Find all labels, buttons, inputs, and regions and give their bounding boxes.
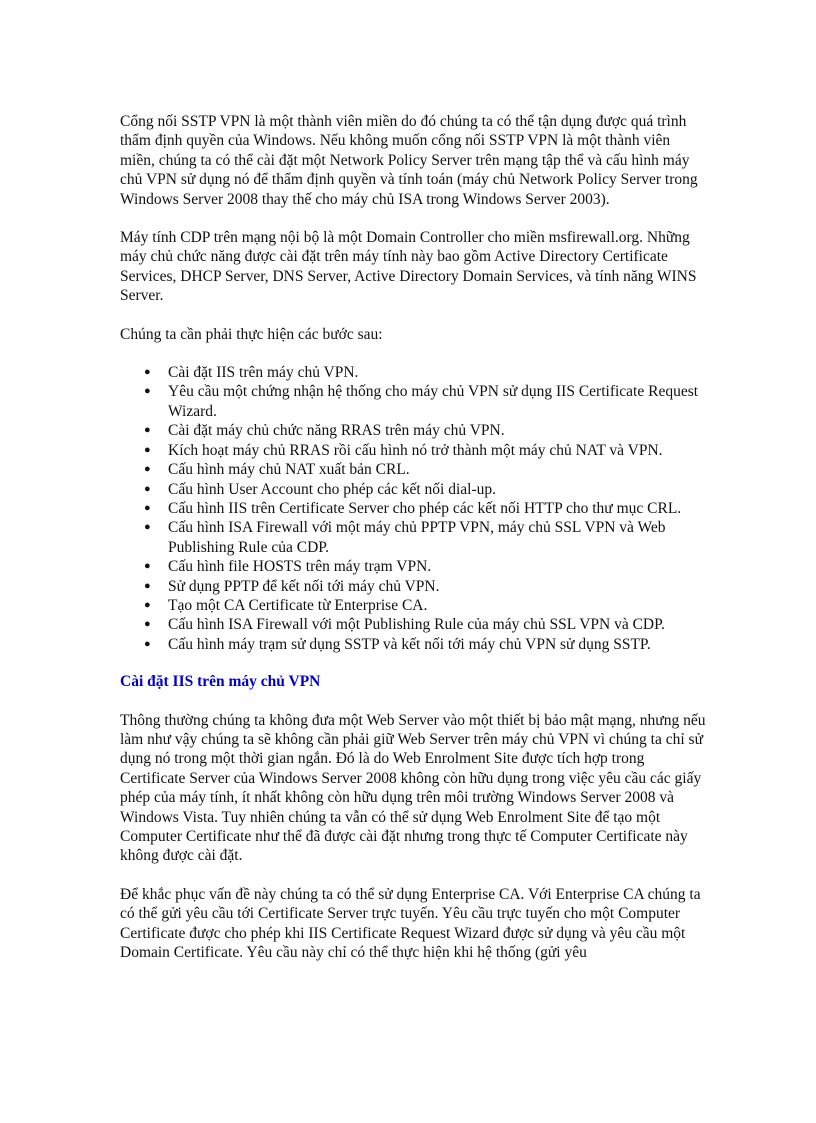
step-text: Cấu hình file HOSTS trên máy trạm VPN. (168, 558, 432, 576)
list-item (144, 557, 706, 576)
bullet-icon: ● (144, 501, 151, 514)
bullet-icon: ● (144, 482, 151, 495)
step-text: Cài đặt IIS trên máy chủ VPN. (168, 364, 359, 382)
bullet-icon: ● (144, 560, 151, 573)
step-text: Sử dụng PPTP để kết nối tới máy chủ VPN. (168, 577, 440, 595)
bullet-icon: ● (144, 598, 151, 611)
list-item (144, 499, 706, 518)
list-item (144, 635, 706, 654)
section-paragraph-1: Thông thường chúng ta không đưa một Web Server vào một thiết bị bảo mật mạng, nhưng nếu làm như vậy chúng ta sẽ không cần phải giữ Web Server trên máy chủ VPN vì chúng ta chỉ sử dụng nó trong một thời gian ngắn. Đó là do Web Enrolment Site được tích hợp trong Certificate Server của Windows Server 2008 không còn hữu dụng trong việc yêu cầu các giấy phép của máy tính, ít nhất không còn hữu dụng trên môi trường Windows Server 2008 và Windows Vista. Tuy nhiên chúng ta vẫn có thể sử dụng Web Enrolment Site để tạo một Computer Certificate như thể đã được cài đặt nhưng trong thực tế Computer Certificate này không được cài đặt. (120, 711, 706, 865)
bullet-icon: ● (144, 366, 151, 379)
section-heading: Cài đặt IIS trên máy chủ VPN (120, 673, 321, 691)
step-text: Kích hoạt máy chủ RRAS rồi cấu hình nó trở thành một máy chủ NAT và VPN. (168, 441, 663, 459)
section-paragraph-2: Để khắc phục vấn đề này chúng ta có thể sử dụng Enterprise CA. Với Enterprise CA chúng ta có thể gửi yêu cầu tới Certificate Server trực tuyến. Yêu cầu trực tuyến cho một Computer Certificate được cho phép khi IIS Certificate Request Wizard được sử dụng và yêu cầu một Domain Certificate. Yêu cầu này chỉ có thể thực hiện khi hệ thống (gửi yêu (120, 885, 701, 962)
list-item (144, 596, 706, 615)
list-item (144, 577, 706, 596)
bullet-icon: ● (144, 385, 151, 398)
list-item (144, 615, 706, 634)
document-page (120, 112, 706, 981)
step-text: Yêu cầu một chứng nhận hệ thống cho máy chủ VPN sử dụng IIS Certificate Request Wizard. (168, 383, 699, 420)
bullet-icon: ● (144, 443, 151, 456)
list-item (144, 363, 706, 382)
step-text: Cấu hình ISA Firewall với một Publishing Rule của máy chủ SSL VPN và CDP. (168, 616, 665, 634)
bullet-icon: ● (144, 579, 151, 592)
intro-paragraph-1: Cổng nối SSTP VPN là một thành viên miền do đó chúng ta có thể tận dụng được quá trình thẩm định quyền của Windows. Nếu không muốn cổng nối SSTP VPN là một thành viên miền, chúng ta có thể cài đặt một Network Policy Server trên mạng tập thể và cấu hình máy chủ VPN sử dụng nó để thẩm định quyền và tính toán (máy chủ Network Policy Server trong Windows Server 2008 thay thế cho máy chủ ISA trong Windows Server 2003). (120, 113, 698, 208)
list-item (144, 441, 706, 460)
step-text: Cấu hình IIS trên Certificate Server cho phép các kết nối HTTP cho thư mục CRL. (168, 499, 682, 517)
step-text: Cấu hình User Account cho phép các kết nối dial-up. (168, 480, 496, 498)
bullet-icon: ● (144, 618, 151, 631)
list-item (144, 518, 706, 557)
list-item (144, 460, 706, 479)
steps-list (120, 363, 706, 654)
intro-paragraph-3: Chúng ta cần phải thực hiện các bước sau: (120, 325, 383, 343)
intro-paragraph-2: Máy tính CDP trên mạng nội bộ là một Domain Controller cho miền msfirewall.org. Những máy chủ chức năng được cài đặt trên máy tính này bao gồm Active Directory Certificate Services, DHCP Server, DNS Server, Active Directory Domain Services, và tính năng WINS Server. (120, 229, 697, 305)
bullet-icon: ● (144, 637, 151, 650)
bullet-icon: ● (144, 463, 151, 476)
step-text: Cấu hình ISA Firewall với một máy chủ PPTP VPN, máy chủ SSL VPN và Web Publishing Rule của CDP. (168, 519, 666, 556)
list-item (144, 382, 706, 421)
step-text: Cấu hình máy chủ NAT xuất bản CRL. (168, 461, 410, 479)
bullet-icon: ● (144, 521, 151, 534)
bullet-icon: ● (144, 424, 151, 437)
step-text: Cài đặt máy chủ chức năng RRAS trên máy chủ VPN. (168, 422, 505, 440)
step-text: Tạo một CA Certificate từ Enterprise CA. (168, 596, 428, 614)
list-item (144, 421, 706, 440)
step-text: Cấu hình máy trạm sử dụng SSTP và kết nối tới máy chủ VPN sử dụng SSTP. (168, 635, 651, 653)
list-item (144, 480, 706, 499)
